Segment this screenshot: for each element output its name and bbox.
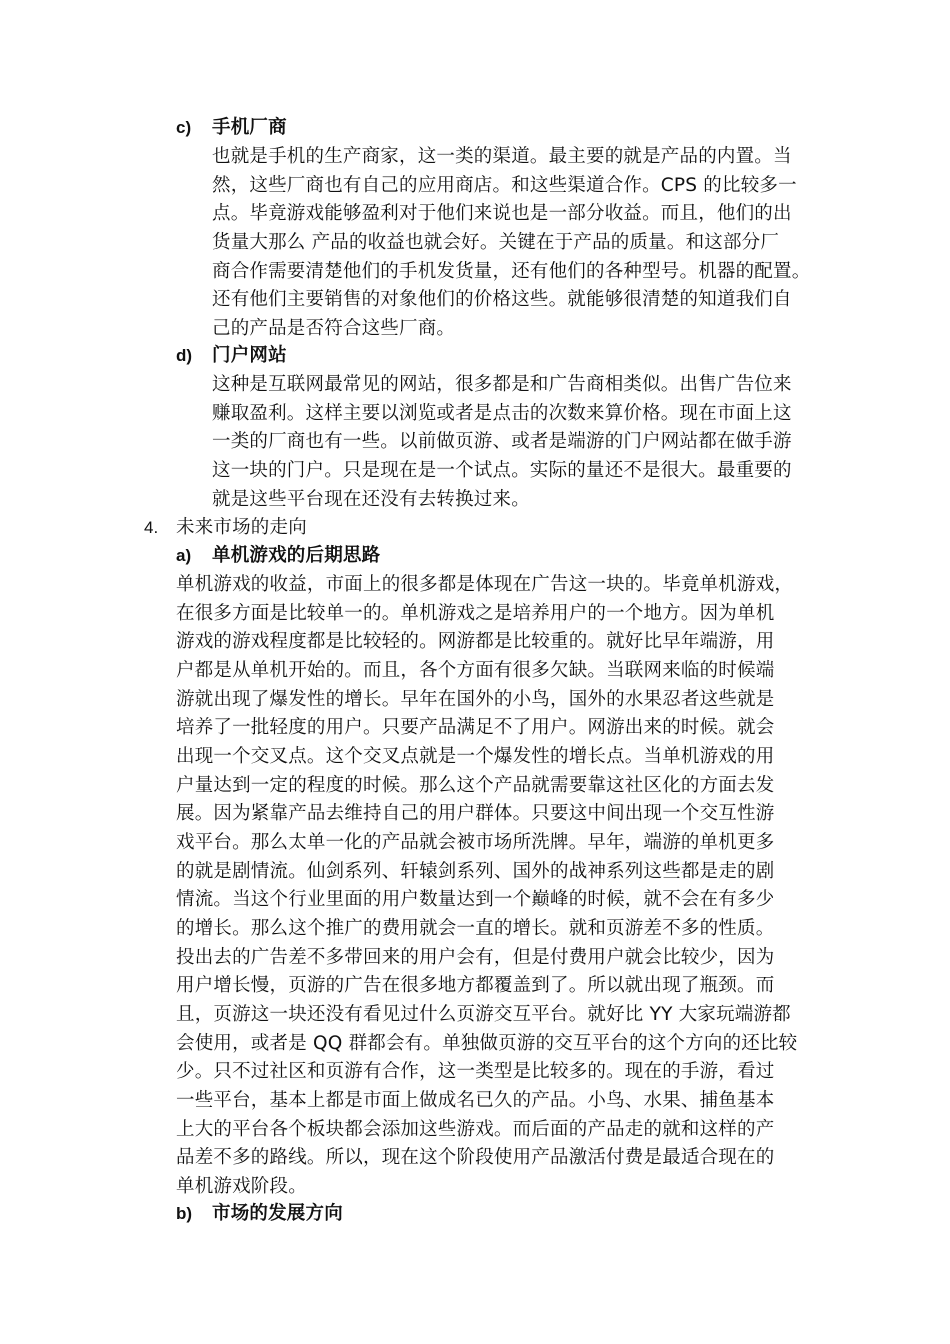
paragraph-line: 己的产品是否符合这些厂商。 [212,318,456,339]
paragraph-line: 游就出现了爆发性的增长。早年在国外的小鸟，国外的水果忍者这些就是 [176,689,775,710]
paragraph-line: 会使用，或者是 QQ 群都会有。单独做页游的交互平台的这个方向的还比较 [176,1033,798,1054]
heading-mobile-vendors: 手机厂商 [212,117,287,138]
heading-portal-sites: 门户网站 [212,345,287,366]
paragraph-line: 商合作需要清楚他们的手机发货量，还有他们的各种型号。机器的配置。 [212,261,811,282]
paragraph-line: 品差不多的路线。所以，现在这个阶段使用产品激活付费是最适合现在的 [176,1147,775,1168]
list-marker-b: b) [176,1204,193,1223]
paragraph-line: 在很多方面是比较单一的。单机游戏之是培养用户的一个地方。因为单机 [176,603,775,624]
list-number-4: 4. [144,518,159,537]
paragraph-line: 且，页游这一块还没有看见过什么页游交互平台。就好比 YY 大家玩端游都 [176,1004,791,1025]
paragraph-line: 赚取盈利。这样主要以浏览或者是点击的次数来算价格。现在市面上这 [212,403,792,424]
paragraph-line: 的就是剧情流。仙剑系列、轩辕剑系列、国外的战神系列这些都是走的剧 [176,861,775,882]
paragraph-line: 出现一个交叉点。这个交叉点就是一个爆发性的增长点。当单机游戏的用 [176,746,775,767]
paragraph-line: 还有他们主要销售的对象他们的价格这些。就能够很清楚的知道我们自 [212,289,792,310]
paragraph-line: 单机游戏的收益，市面上的很多都是体现在广告这一块的。毕竟单机游戏， [176,574,794,595]
paragraph-line: 投出去的广告差不多带回来的用户会有，但是付费用户就会比较少，因为 [176,947,775,968]
heading-standalone-games: 单机游戏的后期思路 [212,545,381,566]
paragraph-line: 一类的厂商也有一些。以前做页游、或者是端游的门户网站都在做手游 [212,431,792,452]
paragraph-line: 上大的平台各个板块都会添加这些游戏。而后面的产品走的就和这样的产 [176,1119,775,1140]
paragraph-line: 的增长。那么这个推广的费用就会一直的增长。就和页游差不多的性质。 [176,918,775,939]
paragraph-line: 户量达到一定的程度的时候。那么这个产品就需要靠这社区化的方面去发 [176,775,775,796]
paragraph-line: 情流。当这个行业里面的用户数量达到一个巅峰的时候，就不会在有多少 [176,889,775,910]
paragraph-line: 用户增长慢，页游的广告在很多地方都覆盖到了。所以就出现了瓶颈。而 [176,975,775,996]
paragraph-line: 展。因为紧靠产品去维持自己的用户群体。只要这中间出现一个交互性游 [176,803,775,824]
paragraph-line: 点。毕竟游戏能够盈利对于他们来说也是一部分收益。而且，他们的出 [212,203,792,224]
paragraph-line: 一些平台，基本上都是市面上做成名已久的产品。小鸟、水果、捕鱼基本 [176,1090,775,1111]
heading-market-direction: 市场的发展方向 [212,1203,343,1224]
list-marker-a: a) [176,546,192,565]
paragraph-line: 户都是从单机开始的。而且，各个方面有很多欠缺。当联网来临的时候端 [176,660,775,681]
paragraph-line: 培养了一批轻度的用户。只要产品满足不了用户。网游出来的时候。就会 [176,717,775,738]
list-marker-c: c) [176,118,192,137]
paragraph-line: 这一块的门户。只是现在是一个试点。实际的量还不是很大。最重要的 [212,460,792,481]
paragraph-line: 也就是手机的生产商家，这一类的渠道。最主要的就是产品的内置。当 [212,146,792,167]
list-marker-d: d) [176,346,193,365]
paragraph-line: 货量大那么 产品的收益也就会好。关键在于产品的质量。和这部分厂 [212,232,780,253]
paragraph-line: 就是这些平台现在还没有去转换过来。 [212,489,530,510]
paragraph-line: 然，这些厂商也有自己的应用商店。和这些渠道合作。CPS 的比较多一 [212,175,797,196]
paragraph-line: 这种是互联网最常见的网站，很多都是和广告商相类似。出售广告位来 [212,374,792,395]
paragraph-line: 少。只不过社区和页游有合作，这一类型是比较多的。现在的手游，看过 [176,1061,775,1082]
paragraph-line: 戏平台。那么太单一化的产品就会被市场所洗牌。早年，端游的单机更多 [176,832,775,853]
paragraph-line: 单机游戏阶段。 [176,1176,307,1197]
heading-future-market: 未来市场的走向 [176,517,307,538]
paragraph-line: 游戏的游戏程度都是比较轻的。网游都是比较重的。就好比早年端游，用 [176,631,775,652]
